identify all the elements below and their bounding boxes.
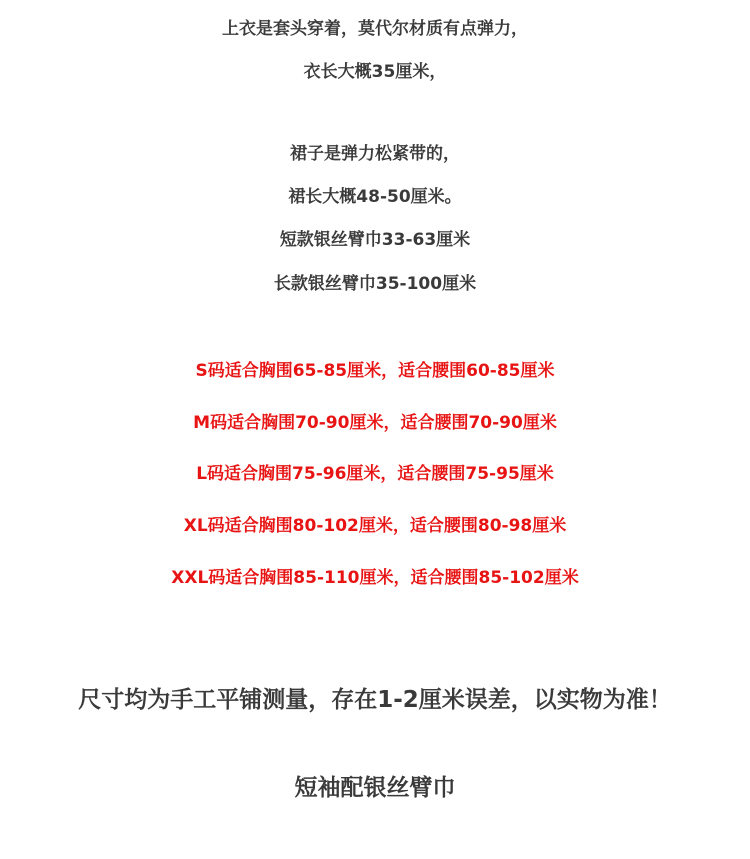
description-line-short-armband: 短款银丝臂巾33-63厘米 [279, 230, 471, 250]
measurement-notice: 尺寸均为手工平铺测量，存在1-2厘米误差，以实物为准！ [78, 687, 672, 713]
size-chart-row-m: M码适合胸围70-90厘米，适合腰围70-90厘米 [193, 413, 557, 433]
description-line-top-length: 衣长大概35厘米， [303, 62, 447, 82]
description-line-skirt-waistband: 裙子是弹力松紧带的， [290, 144, 460, 164]
size-chart-row-xxl: XXL码适合胸围85-110厘米，适合腰围85-102厘米 [171, 568, 579, 588]
description-line-skirt-length: 裙长大概48-50厘米。 [288, 187, 462, 207]
description-line-top-material: 上衣是套头穿着，莫代尔材质有点弹力， [222, 19, 528, 39]
size-chart-row-s: S码适合胸围65-85厘米，适合腰围60-85厘米 [195, 361, 555, 381]
size-chart-row-xl: XL码适合胸围80-102厘米，适合腰围80-98厘米 [183, 516, 567, 536]
description-line-long-armband: 长款银丝臂巾35-100厘米 [273, 274, 477, 294]
footer-heading: 短袖配银丝臂巾 [294, 775, 456, 801]
size-chart-row-l: L码适合胸围75-96厘米，适合腰围75-95厘米 [196, 464, 554, 484]
